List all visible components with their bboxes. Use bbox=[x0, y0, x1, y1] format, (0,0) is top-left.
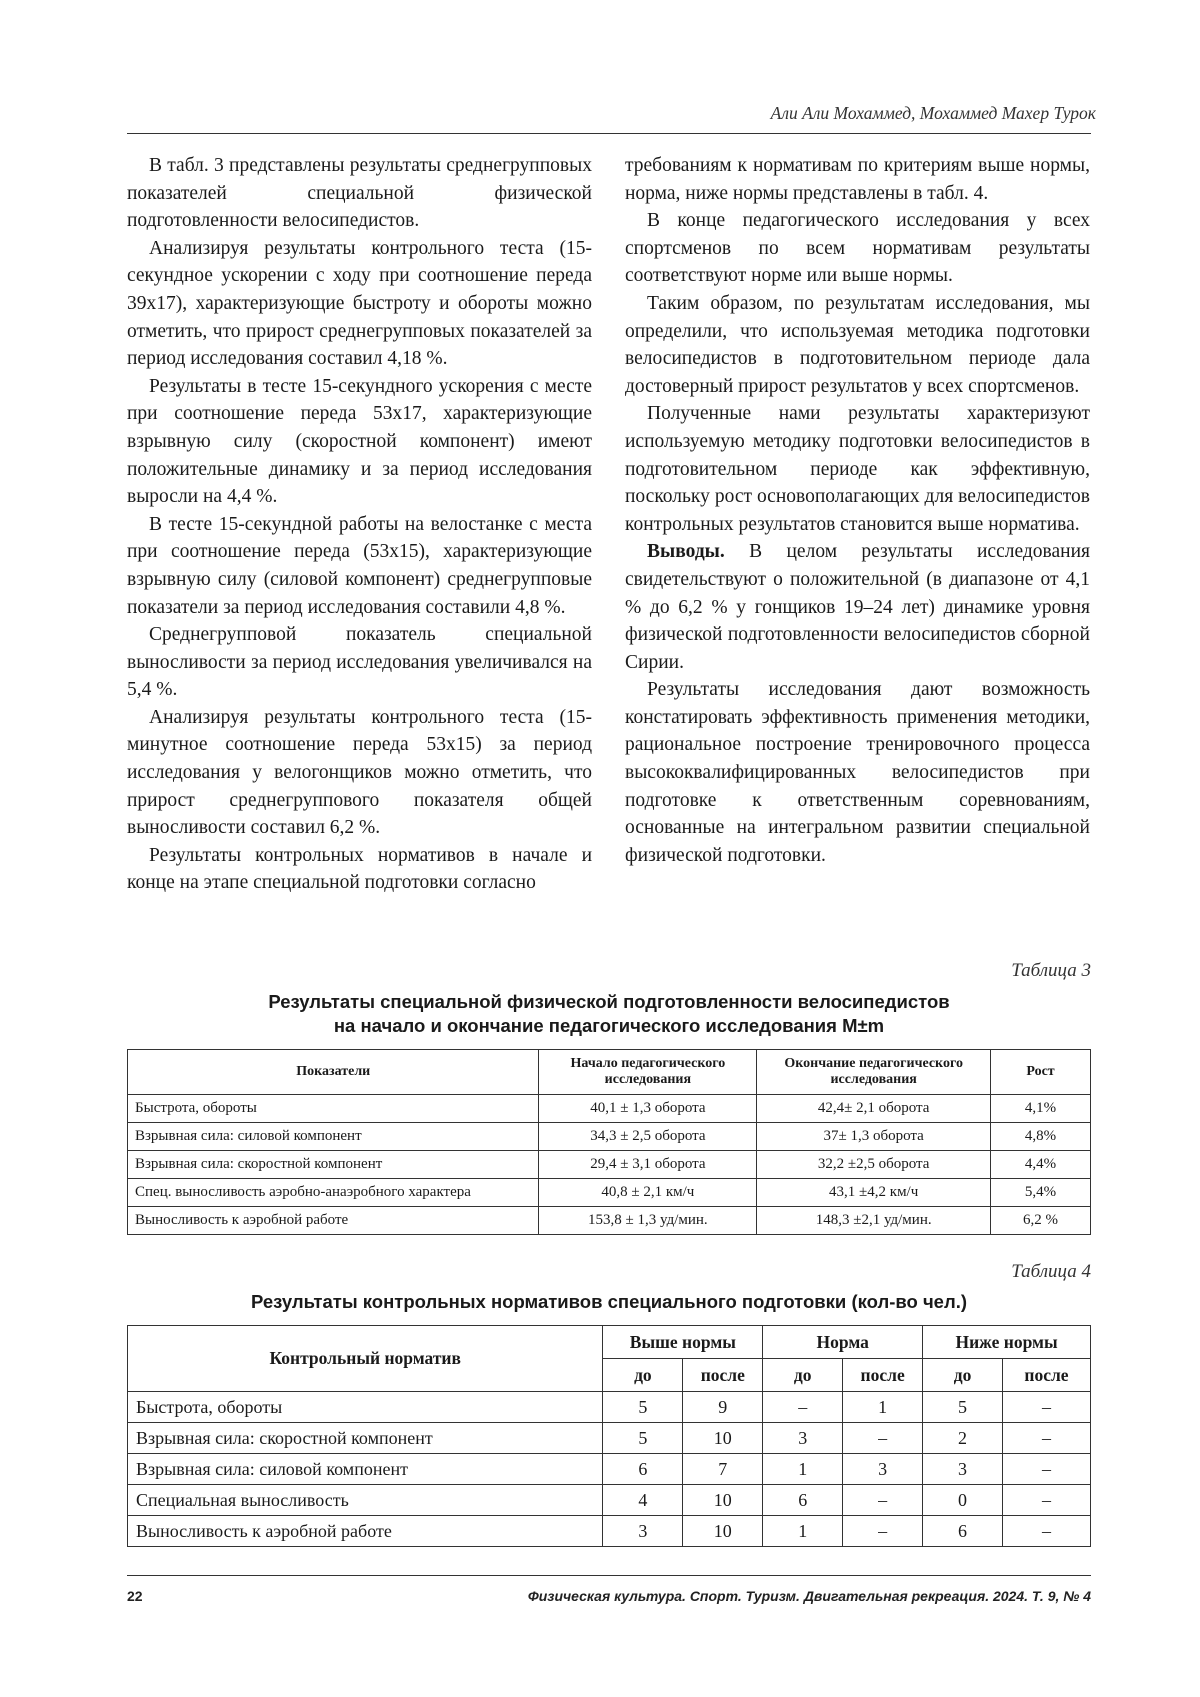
table-row bbox=[128, 1151, 1091, 1179]
table-row bbox=[128, 1207, 1091, 1235]
right-text-column bbox=[625, 152, 1090, 869]
table-cell: Выносливость к аэробной работе bbox=[128, 1516, 603, 1547]
column-header: Начало педагогического исследования bbox=[539, 1050, 757, 1095]
table3-title-line2: на начало и окончание педагогического исследования M±m bbox=[333, 1015, 885, 1036]
table-cell: 42,4± 2,1 оборота bbox=[757, 1095, 991, 1123]
table-row bbox=[128, 1392, 1091, 1423]
table4-title: Результаты контрольных нормативов специального подготовки (кол-во чел.) bbox=[250, 1291, 968, 1312]
table-cell: – bbox=[1002, 1485, 1090, 1516]
subheader: до bbox=[763, 1359, 843, 1392]
running-header-authors: Али Али Мохаммед, Мохаммед Махер Турок bbox=[770, 103, 1096, 123]
table-cell: Взрывная сила: силовой компонент bbox=[128, 1123, 539, 1151]
table-cell: – bbox=[1002, 1423, 1090, 1454]
table3-title-line1: Результаты специальной физической подготовленности велосипедистов bbox=[268, 991, 950, 1012]
table-cell: – bbox=[843, 1485, 923, 1516]
table-cell: 3 bbox=[923, 1454, 1003, 1485]
table-cell: – bbox=[843, 1516, 923, 1547]
table-cell: – bbox=[1002, 1392, 1090, 1423]
table-cell: 1 bbox=[843, 1392, 923, 1423]
conclusions-paragraph bbox=[625, 538, 1090, 676]
table-cell: 32,2 ±2,5 оборота bbox=[757, 1151, 991, 1179]
table-cell: 1 bbox=[763, 1454, 843, 1485]
table-cell: 43,1 ±4,2 км/ч bbox=[757, 1179, 991, 1207]
left-text-column bbox=[127, 152, 592, 897]
paragraph: Результаты контрольных нормативов в начале и конце на этапе специальной подготовки согласно bbox=[127, 844, 592, 894]
table-cell: 40,1 ± 1,3 оборота bbox=[539, 1095, 757, 1123]
column-header: Окончание педагогического исследования bbox=[757, 1050, 991, 1095]
group-header: Ниже нормы bbox=[923, 1326, 1091, 1359]
table3-title bbox=[127, 990, 1091, 1038]
column-header: Показатели bbox=[128, 1050, 539, 1095]
table-row bbox=[128, 1485, 1091, 1516]
table-cell: 2 bbox=[923, 1423, 1003, 1454]
subheader: после bbox=[683, 1359, 763, 1392]
table-cell: Взрывная сила: скоростной компонент bbox=[128, 1423, 603, 1454]
table-row bbox=[128, 1179, 1091, 1207]
journal-footer: Физическая культура. Спорт. Туризм. Двигательная рекреация. 2024. Т. 9, № 4 bbox=[527, 1588, 1091, 1604]
paragraph: Результаты в тесте 15-секундного ускорения с месте при соотношение переда 53х17, характеризующие взрывную силу (скоростной компонент) имеют положительные динамику и за период исследования выросли на 4,4 %. bbox=[127, 375, 592, 508]
paragraph: В табл. 3 представлены результаты среднегрупповых показателей специальной физической подготовленности велосипедистов. bbox=[127, 155, 592, 232]
table-cell: 3 bbox=[843, 1454, 923, 1485]
table3 bbox=[127, 1049, 1091, 1235]
table-cell: Быстрота, обороты bbox=[128, 1095, 539, 1123]
table-cell: Быстрота, обороты bbox=[128, 1392, 603, 1423]
conclusions-label: Выводы. bbox=[647, 541, 725, 563]
paragraph: В тесте 15-секундной работы на велостанке с места при соотношение переда (53х15), характеризующие взрывную силу (силовой компонент) среднегрупповые показатели за период исследования составили 4,8 %. bbox=[127, 513, 592, 618]
table-cell: 5 bbox=[603, 1392, 683, 1423]
table-cell: 10 bbox=[683, 1516, 763, 1547]
footer-rule bbox=[127, 1575, 1091, 1576]
table4-caption: Таблица 4 bbox=[1011, 1261, 1091, 1282]
table-cell: – bbox=[1002, 1516, 1090, 1547]
paragraph: Полученные нами результаты характеризуют используемую методику подготовки велосипедистов в подготовительном периоде как эффективную, поскольку рост основополагающих для велосипедистов контрольных результатов становится выше норматива. bbox=[625, 403, 1090, 535]
table-cell: 6 bbox=[763, 1485, 843, 1516]
paragraph: Анализируя результаты контрольного теста (15-минутное соотношение переда 53х15) за период исследования у велогонщиков можно отметить, что прирост среднегруппового показателя общей выносливости составил 6,2 %. bbox=[127, 706, 592, 839]
table-cell: 7 bbox=[683, 1454, 763, 1485]
column-header: Рост bbox=[991, 1050, 1091, 1095]
table-cell: 4,8% bbox=[991, 1123, 1091, 1151]
table-cell: 153,8 ± 1,3 уд/мин. bbox=[539, 1207, 757, 1235]
subheader: до bbox=[923, 1359, 1003, 1392]
table-cell: Взрывная сила: скоростной компонент bbox=[128, 1151, 539, 1179]
table-cell: 29,4 ± 3,1 оборота bbox=[539, 1151, 757, 1179]
header-rule bbox=[127, 133, 1091, 134]
table-cell: Специальная выносливость bbox=[128, 1485, 603, 1516]
table-row bbox=[128, 1454, 1091, 1485]
paragraph: Среднегрупповой показатель специальной выносливости за период исследования увеличивался на 5,4 %. bbox=[127, 624, 592, 701]
table-cell: 0 bbox=[923, 1485, 1003, 1516]
table-cell: 10 bbox=[683, 1423, 763, 1454]
page-number: 22 bbox=[127, 1588, 143, 1604]
table-cell: – bbox=[1002, 1454, 1090, 1485]
table-cell: 5 bbox=[923, 1392, 1003, 1423]
subheader: после bbox=[1002, 1359, 1090, 1392]
subheader: до bbox=[603, 1359, 683, 1392]
table-cell: 3 bbox=[763, 1423, 843, 1454]
table-cell: Спец. выносливость аэробно-анаэробного характера bbox=[128, 1179, 539, 1207]
group-header: Норма bbox=[763, 1326, 923, 1359]
table-cell: 5 bbox=[603, 1423, 683, 1454]
table-cell: 40,8 ± 2,1 км/ч bbox=[539, 1179, 757, 1207]
table-cell: 10 bbox=[683, 1485, 763, 1516]
paragraph: В конце педагогического исследования у всех спортсменов по всем нормативам результаты соответствуют норме или выше нормы. bbox=[625, 210, 1090, 287]
table-cell: 5,4% bbox=[991, 1179, 1091, 1207]
table-cell: Взрывная сила: силовой компонент bbox=[128, 1454, 603, 1485]
table-cell: 4 bbox=[603, 1485, 683, 1516]
table4 bbox=[127, 1325, 1091, 1547]
subheader: после bbox=[843, 1359, 923, 1392]
table-cell: 6,2 % bbox=[991, 1207, 1091, 1235]
table-cell: 37± 1,3 оборота bbox=[757, 1123, 991, 1151]
group-header: Выше нормы bbox=[603, 1326, 763, 1359]
table-cell: – bbox=[843, 1423, 923, 1454]
table-header-row bbox=[128, 1050, 1091, 1095]
table-cell: 3 bbox=[603, 1516, 683, 1547]
paragraph: Анализируя результаты контрольного теста (15-секундное ускорении с ходу при соотношение переда 39х17), характеризующие быстроту и обороты можно отметить, что прирост среднегрупповых показателей за период исследования составил 4,18 %. bbox=[127, 237, 592, 370]
table-row bbox=[128, 1095, 1091, 1123]
table-cell: – bbox=[763, 1392, 843, 1423]
table-cell: 148,3 ±2,1 уд/мин. bbox=[757, 1207, 991, 1235]
table-cell: Выносливость к аэробной работе bbox=[128, 1207, 539, 1235]
paragraph: Таким образом, по результатам исследования, мы определили, что используемая методика подготовки велосипедистов в подготовительном периоде дала достоверный прирост результатов у всех спортсменов. bbox=[625, 292, 1090, 397]
table-cell: 4,1% bbox=[991, 1095, 1091, 1123]
table-row bbox=[128, 1123, 1091, 1151]
table-cell: 9 bbox=[683, 1392, 763, 1423]
paragraph: Результаты исследования дают возможность констатировать эффективность применения методики, рациональное построение тренировочного процесса высококвалифицированных велосипедистов при подготовке к ответственным соревнованиям, основанные на интегральном развитии специальной физической подготовки. bbox=[625, 679, 1090, 866]
table-row bbox=[128, 1516, 1091, 1547]
table-cell: 4,4% bbox=[991, 1151, 1091, 1179]
conclusions-text: В целом результаты исследования свидетельствуют о положительной (в диапазоне от 4,1 % до 6,2 % у гонщиков 19–24 лет) динамике уровня физической подготовленности велосипедистов сборной Сирии. bbox=[625, 541, 1090, 673]
column-header: Контрольный норматив bbox=[128, 1326, 603, 1392]
table3-caption: Таблица 3 bbox=[1011, 960, 1091, 981]
paragraph-continuation: требованиям к нормативам по критериям выше нормы, норма, ниже нормы представлены в табл. 4. bbox=[625, 155, 1090, 204]
table-cell: 6 bbox=[923, 1516, 1003, 1547]
table-cell: 1 bbox=[763, 1516, 843, 1547]
table-header-row bbox=[128, 1326, 1091, 1359]
table-cell: 34,3 ± 2,5 оборота bbox=[539, 1123, 757, 1151]
table-cell: 6 bbox=[603, 1454, 683, 1485]
table-row bbox=[128, 1423, 1091, 1454]
